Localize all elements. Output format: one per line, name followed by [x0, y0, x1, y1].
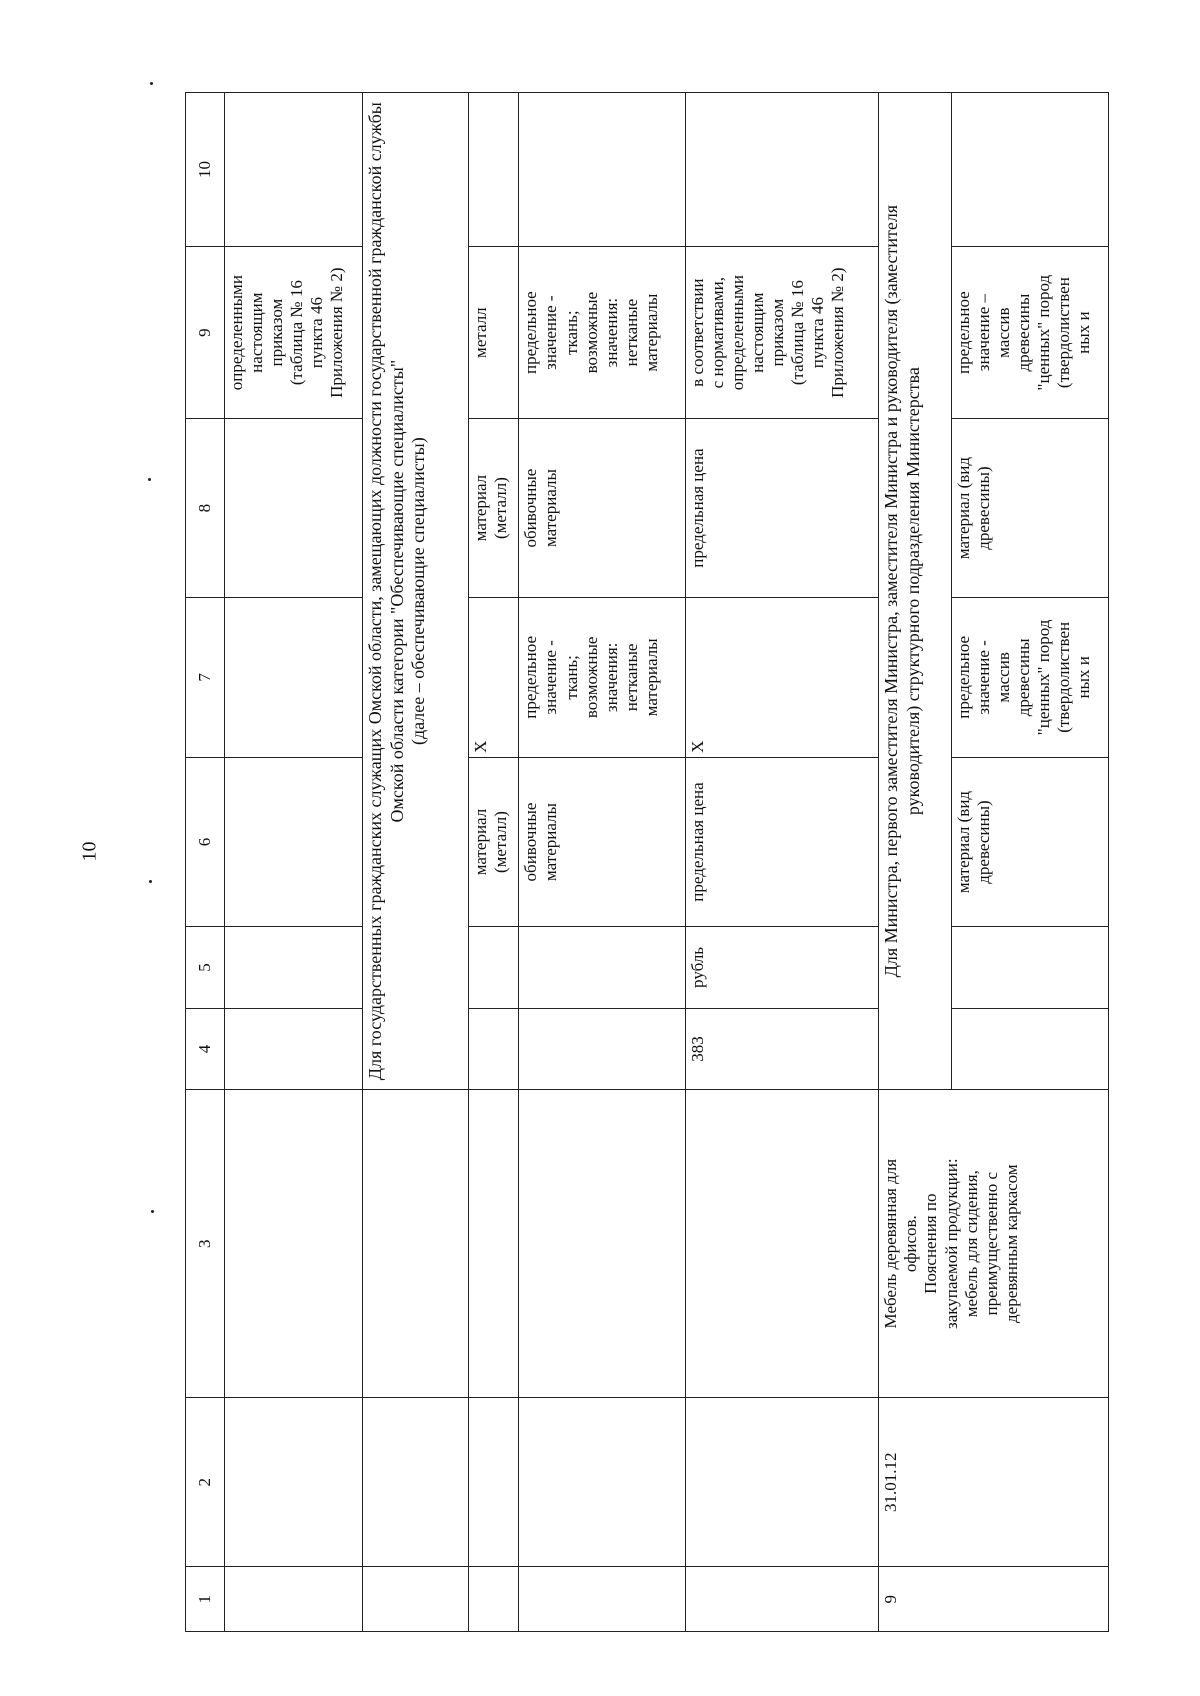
characteristic-cell: предельная цена	[685, 757, 879, 926]
column-number: 6	[186, 757, 225, 926]
material-row	[468, 93, 519, 1632]
cell	[225, 1398, 363, 1567]
cell	[363, 1567, 468, 1632]
value-cell: в соответствии с нормативами, определенными настоящим приказом (таблица № 16 пункта 46 Приложения № 2)	[685, 246, 879, 418]
cell	[225, 93, 363, 247]
cell	[952, 927, 1109, 1009]
okpd-code-cell: 31.01.12	[879, 1398, 1109, 1567]
specification-table	[185, 92, 1109, 1632]
characteristic-cell: обивочные материалы	[519, 419, 685, 598]
cell	[685, 1398, 879, 1567]
product-name-cell: Мебель деревянная для офисов. Пояснения по закупаемой продукции: мебель для сидения, преимущественно с деревянным каркасом	[879, 1090, 1109, 1398]
scan-speck	[149, 880, 152, 883]
section-heading: Для государственных гражданских служащих Омской области, замещающих должности государственной гражданской службы Омской области категории "Обеспечивающие специалисты" (далее – обеспечивающие специалисты)	[363, 93, 468, 1090]
characteristic-cell: материал (металл)	[468, 757, 519, 926]
column-number: 3	[186, 1090, 225, 1398]
cell	[363, 1090, 468, 1398]
upholstery-row	[519, 93, 685, 1632]
column-number: 7	[186, 597, 225, 757]
column-number: 10	[186, 93, 225, 247]
standard-reference-cell: определенными настоящим приказом (таблица № 16 пункта 46 Приложения № 2)	[225, 246, 363, 418]
cell	[225, 1090, 363, 1398]
cell	[952, 1008, 1109, 1090]
scan-speck	[150, 82, 153, 85]
cell	[225, 757, 363, 926]
cell	[519, 1398, 685, 1567]
characteristic-cell: предельная цена	[685, 419, 879, 598]
cell	[225, 597, 363, 757]
value-cell: Х	[685, 597, 879, 757]
column-number: 8	[186, 419, 225, 598]
cell	[468, 1567, 519, 1632]
cell	[363, 1398, 468, 1567]
cell	[685, 1090, 879, 1398]
price-row	[685, 93, 879, 1632]
cell	[225, 419, 363, 598]
value-cell: предельное значение - ткань; возможные значения: нетканые материалы	[519, 597, 685, 757]
cell	[468, 1398, 519, 1567]
cell	[952, 93, 1109, 247]
cell	[468, 927, 519, 1009]
column-number: 2	[186, 1398, 225, 1567]
cell	[519, 1567, 685, 1632]
column-number: 9	[186, 246, 225, 418]
cell	[225, 1008, 363, 1090]
cell	[519, 1090, 685, 1398]
cell	[225, 927, 363, 1009]
item-row-9	[879, 93, 952, 1632]
cell	[519, 1008, 685, 1090]
value-cell: предельное значение - ткань; возможные значения: нетканые материалы	[519, 246, 685, 418]
characteristic-cell: материал (вид древесины)	[952, 419, 1109, 598]
cell	[468, 93, 519, 247]
cell	[468, 1008, 519, 1090]
scan-speck	[148, 478, 151, 481]
characteristic-cell: материал (металл)	[468, 419, 519, 598]
value-cell: предельное значение – массив древесины "ценных" пород (твердолиствен ных и	[952, 246, 1109, 418]
continuation-row	[225, 93, 363, 1632]
scan-speck	[151, 1210, 154, 1213]
cell	[519, 927, 685, 1009]
cell	[519, 93, 685, 247]
page-number: 10	[78, 841, 101, 862]
column-number: 1	[186, 1567, 225, 1632]
section-row-specialists	[363, 93, 468, 1632]
value-cell: Х	[468, 597, 519, 757]
value-cell: металл	[468, 246, 519, 418]
cell	[685, 93, 879, 247]
section-heading: Для Министра, первого заместителя Министра, заместителя Министра и руководителя (заместителя руководителя) структурного подразделения Министерства	[879, 93, 952, 1090]
column-number: 4	[186, 1008, 225, 1090]
cell	[468, 1090, 519, 1398]
characteristic-cell: обивочные материалы	[519, 757, 685, 926]
unit-cell: рубль	[685, 927, 879, 1009]
value-cell: предельное значение - массив древесины "ценных" пород (твердолиствен ных и	[952, 597, 1109, 757]
column-number: 5	[186, 927, 225, 1009]
rotated-table	[185, 92, 1109, 1632]
item-number-cell: 9	[879, 1567, 1109, 1632]
characteristic-cell: материал (вид древесины)	[952, 757, 1109, 926]
column-number-row	[186, 93, 225, 1632]
cell	[225, 1567, 363, 1632]
cell	[685, 1567, 879, 1632]
okei-code-cell: 383	[685, 1008, 879, 1090]
